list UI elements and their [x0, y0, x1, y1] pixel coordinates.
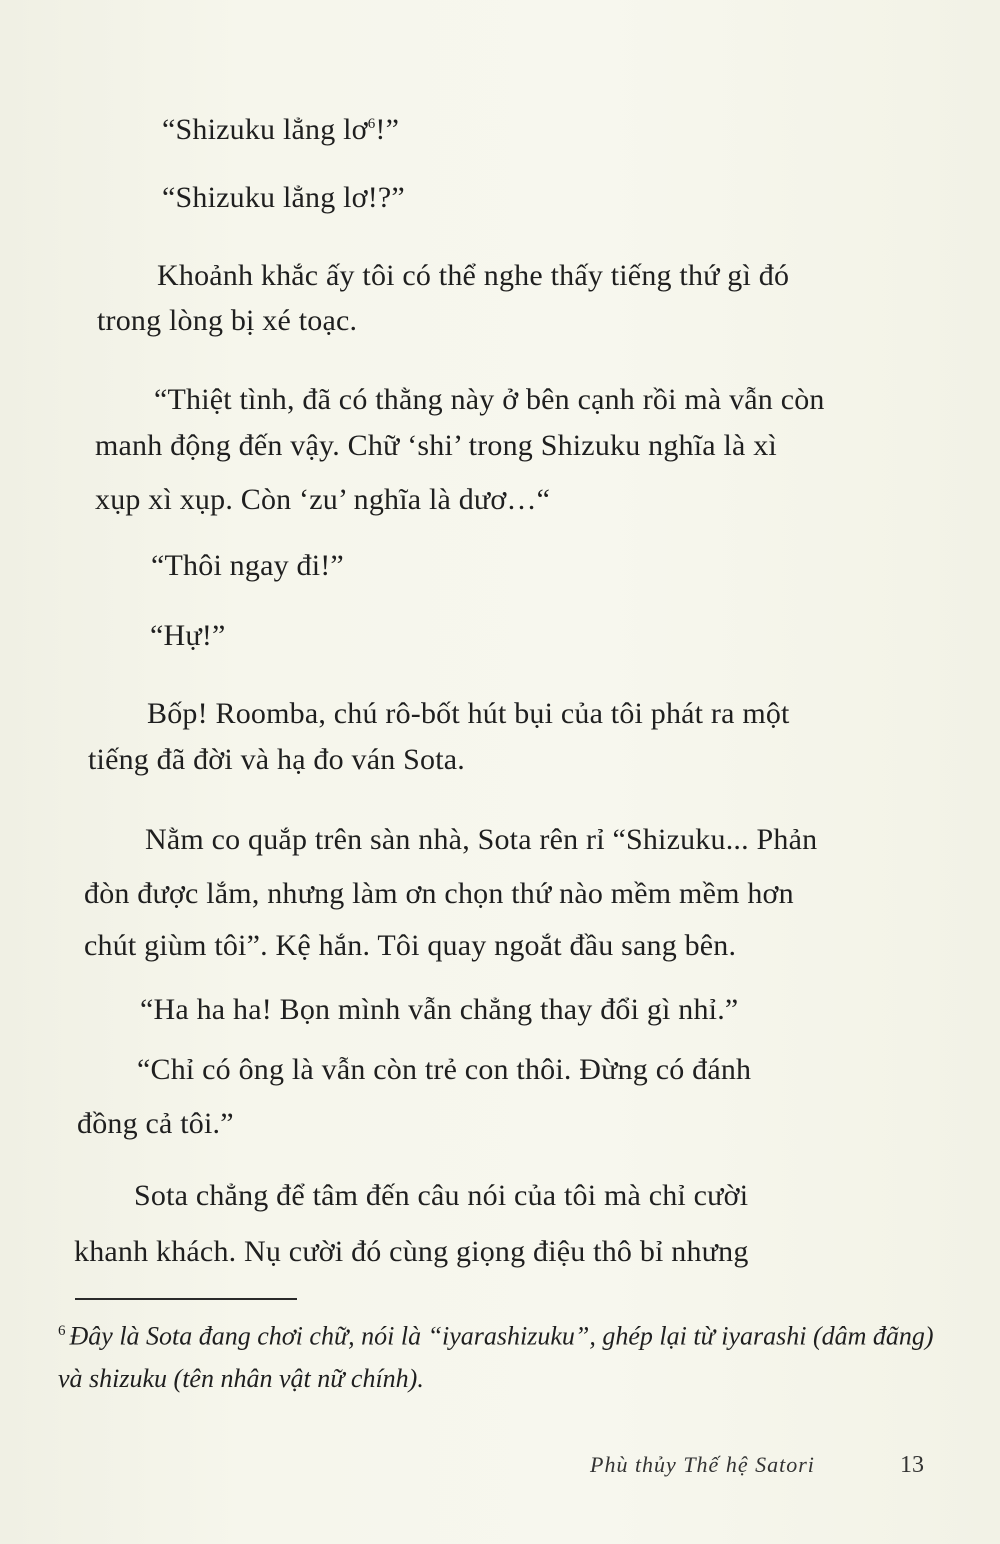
text-line: đồng cả tôi.” [77, 1107, 234, 1140]
text-line: manh động đến vậy. Chữ ‘shi’ trong Shizuku nghĩa là xì [95, 429, 777, 462]
text-line: Nằm co quắp trên sàn nhà, Sota rên rỉ “Shizuku... Phản [145, 823, 818, 856]
text-line: khanh khách. Nụ cười đó cùng giọng điệu thô bỉ nhưng [74, 1235, 749, 1268]
text-line: Sota chẳng để tâm đến câu nói của tôi mà chỉ cười [134, 1179, 749, 1212]
text-line: “Hự!” [150, 619, 226, 652]
text-line: “Thiệt tình, đã có thằng này ở bên cạnh rồi mà vẫn còn [154, 383, 825, 416]
footnote [58, 1310, 938, 1400]
text-line: Khoảnh khắc ấy tôi có thể nghe thấy tiếng thứ gì đó [157, 259, 790, 292]
text-line: “Ha ha ha! Bọn mình vẫn chẳng thay đổi gì nhỉ.” [140, 993, 739, 1026]
running-title: Phù thủy Thế hệ Satori [590, 1452, 815, 1477]
text-line: đòn được lắm, nhưng làm ơn chọn thứ nào mềm mềm hơn [84, 877, 794, 910]
text-line: “Shizuku lẳng lơ$^6$!” [162, 113, 400, 146]
text-line: xụp xì xụp. Còn ‘zu’ nghĩa là dươ…“ [95, 483, 551, 516]
footnote-divider [75, 1298, 297, 1300]
footnote-marker: 6 [58, 1323, 66, 1339]
footnote-text: Đây là Sota đang chơi chữ, nói là “iyarashizuku”, ghép lại từ iyarashi (dâm đãng) và shizuku (tên nhân vật nữ chính). [58, 1321, 934, 1393]
text-line: trong lòng bị xé toạc. [97, 304, 358, 337]
text-line: tiếng đã đời và hạ đo ván Sota. [88, 743, 465, 776]
page-number: 13 [900, 1452, 924, 1478]
text-line: Bốp! Roomba, chú rô-bốt hút bụi của tôi phát ra một [147, 697, 790, 730]
text-line: chút giùm tôi”. Kệ hắn. Tôi quay ngoắt đầu sang bên. [84, 929, 737, 962]
footnote-reference[interactable]: 6 [367, 116, 376, 132]
text-line: “Shizuku lẳng lơ!?” [162, 181, 405, 214]
text-line: “Chỉ có ông là vẫn còn trẻ con thôi. Đừng có đánh [137, 1053, 752, 1086]
text-line: “Thôi ngay đi!” [151, 549, 344, 582]
